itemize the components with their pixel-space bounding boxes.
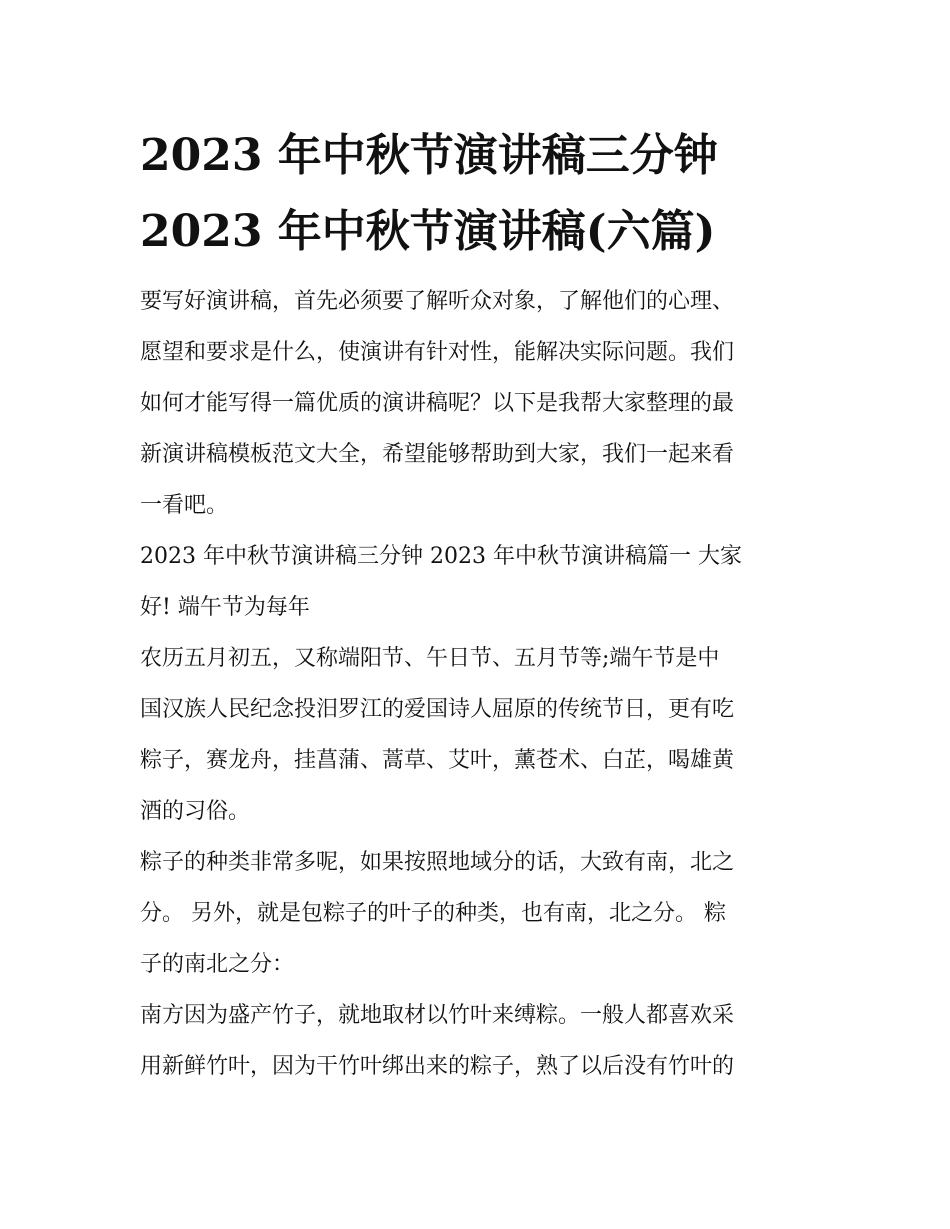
text-line: 要写好演讲稿，首先必须要了解听众对象，了解他们的心理、	[140, 289, 735, 314]
text-line: 如何才能写得一篇优质的演讲稿呢？以下是我帮大家整理的最	[140, 391, 735, 416]
title-line: 2023 年中秋节演讲稿三分钟	[140, 130, 718, 181]
text-line: 粽子的种类非常多呢，如果按照地域分的话，大致有南，北之	[140, 850, 735, 875]
text-line: 粽子，赛龙舟，挂菖蒲、蒿草、艾叶，薰苍术、白芷，喝雄黄	[140, 748, 735, 773]
text-line: 酒的习俗。	[140, 799, 251, 824]
text-line: 农历五月初五，又称端阳节、午日节、五月节等;端午节是中	[140, 646, 720, 671]
paragraph-south-bamboo	[140, 990, 812, 1092]
document-body	[140, 276, 812, 1092]
text-line: 一看吧。	[140, 493, 229, 518]
paragraph-intro	[140, 276, 812, 531]
text-line: 好! 端午节为每年	[140, 595, 310, 620]
text-line: 2023 年中秋节演讲稿三分钟 2023 年中秋节演讲稿篇一 大家	[140, 544, 742, 569]
text-line: 南方因为盛产竹子，就地取材以竹叶来缚粽。一般人都喜欢采	[140, 1003, 735, 1028]
document-title	[140, 118, 830, 270]
paragraph-speech-opening	[140, 531, 812, 633]
paragraph-dragon-boat-festival	[140, 633, 812, 837]
title-line: 2023 年中秋节演讲稿(六篇)	[140, 206, 716, 257]
text-line: 国汉族人民纪念投汨罗江的爱国诗人屈原的传统节日，更有吃	[140, 697, 735, 722]
text-line: 新演讲稿模板范文大全，希望能够帮助到大家，我们一起来看	[140, 442, 735, 467]
text-line: 子的南北之分：	[140, 952, 295, 977]
text-line: 分。 另外，就是包粽子的叶子的种类，也有南，北之分。 粽	[140, 901, 726, 926]
paragraph-zongzi-types	[140, 837, 812, 990]
text-line: 愿望和要求是什么，使演讲有针对性，能解决实际问题。我们	[140, 340, 735, 365]
text-line: 用新鲜竹叶，因为干竹叶绑出来的粽子，熟了以后没有竹叶的	[140, 1054, 735, 1079]
